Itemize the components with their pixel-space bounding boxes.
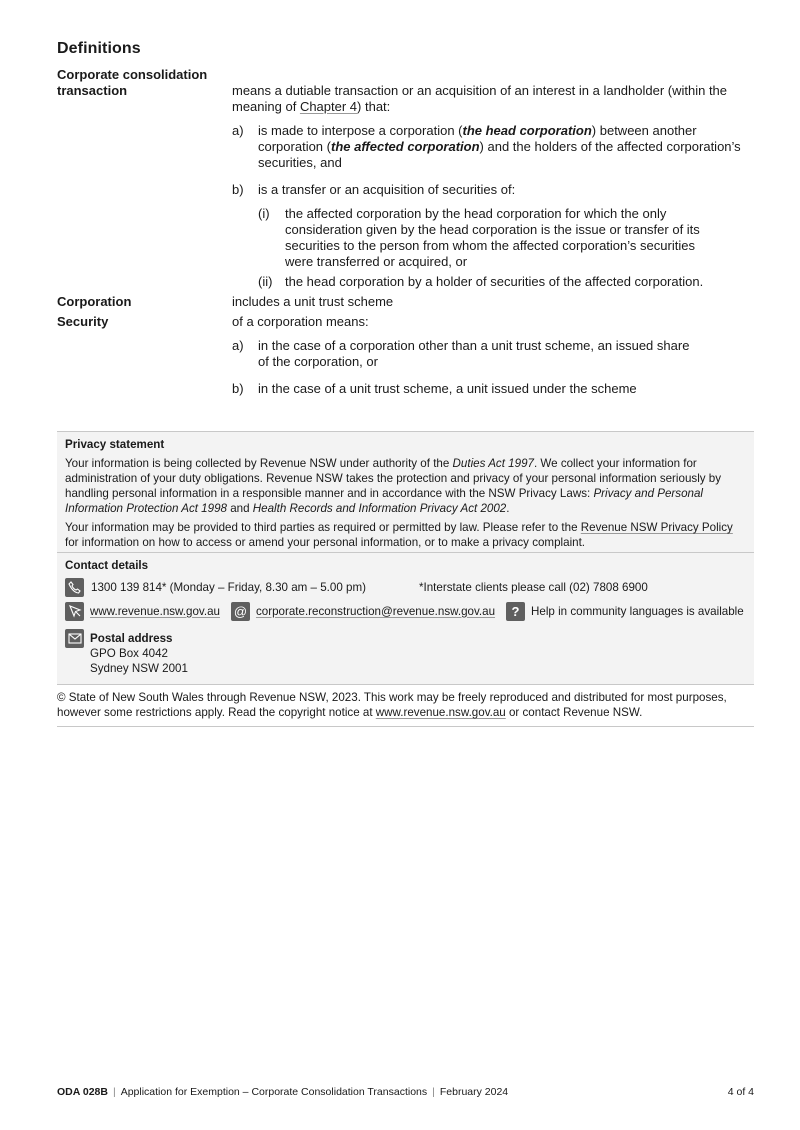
list-item-a: [232, 338, 754, 370]
text-part: ) between another corporation (: [258, 123, 697, 154]
form-date: February 2024: [439, 1086, 509, 1098]
list-item-text: the affected corporation by the head corporation for which the only consideration given by the head corporation is the issue or transfer of its securities to the person from whom the affected corporation’s securities were transferred or acquired, or: [285, 206, 700, 269]
privacy-policy-link[interactable]: Revenue NSW Privacy Policy: [580, 521, 733, 534]
defined-term-head: the head corporation: [462, 123, 592, 138]
list-item-text: is a transfer or an acquisition of securities of:: [258, 182, 516, 197]
page-number: 4 of 4: [727, 1086, 754, 1098]
privacy-statement-box: [57, 431, 754, 553]
footer-separator: |: [112, 1086, 116, 1098]
text-part: is made to interpose a corporation (: [258, 123, 463, 138]
definition-term: Corporation: [57, 294, 132, 309]
contact-details-box: [57, 552, 754, 685]
languages-text: Help in community languages is available: [531, 604, 744, 618]
page-footer: [57, 1086, 754, 1098]
list-marker: b): [232, 182, 244, 197]
list-item-b: [232, 182, 754, 198]
list-marker: b): [232, 381, 244, 396]
definition-term: Security: [57, 314, 109, 329]
list-item-text: in the case of a corporation other than a unit trust scheme, an issued share of the corporation, or: [258, 338, 690, 369]
website-link[interactable]: www.revenue.nsw.gov.au: [90, 604, 220, 618]
list-item-text: the head corporation by a holder of securities of the affected corporation.: [285, 274, 704, 289]
postal-title: Postal address: [90, 632, 173, 645]
text-part: Your information is being collected by Revenue NSW under authority of the: [65, 457, 453, 470]
postal-address: [90, 629, 188, 676]
defined-term-affected: the affected corporation: [330, 139, 480, 154]
definition-intro: of a corporation means:: [232, 314, 369, 329]
definition-body: [232, 314, 754, 397]
act-name: Privacy and Personal Information Protection Act 1998: [65, 487, 704, 515]
text-part: Your information may be provided to third parties as required or permitted by law. Please refer to the: [65, 521, 581, 534]
form-code: ODA 028B: [57, 1086, 108, 1098]
footer-left: [57, 1086, 508, 1098]
text-part: for information on how to access or amend your personal information, or to make a privacy complaint.: [65, 536, 586, 549]
list-marker: (ii): [258, 274, 273, 289]
definition-intro: [232, 83, 754, 115]
act-name: Duties Act 1997: [452, 457, 534, 470]
definition-body: includes a unit trust scheme: [232, 294, 394, 309]
definitions-section: [57, 40, 754, 397]
text-part: and: [226, 502, 253, 515]
definition-security: [57, 314, 754, 397]
form-title: Application for Exemption – Corporate Consolidation Transactions: [120, 1086, 428, 1098]
envelope-icon: [65, 629, 84, 648]
text-part: ) and the holders of the affected corporation’s securities, and: [258, 139, 741, 170]
phone-row: [65, 577, 746, 597]
postal-line-1: GPO Box 4042: [90, 647, 168, 660]
act-name: Health Records and Information Privacy Act 2002: [252, 502, 507, 515]
postal-address-block: [65, 629, 746, 676]
interstate-note: *Interstate clients please call (02) 7808 6900: [419, 580, 648, 594]
list-item-i: [258, 206, 754, 270]
copyright-text: [57, 685, 754, 720]
copyright-box: [57, 684, 754, 727]
list-marker: (i): [258, 206, 270, 221]
text-part: © State of New South Wales through Revenue NSW, 2023. This work may be freely reproduced and distributed for most purposes, however some restrictions apply. Read the copyright notice at: [57, 691, 727, 719]
privacy-paragraph-2: [65, 520, 746, 550]
postal-line-2: Sydney NSW 2001: [90, 662, 188, 675]
question-mark-icon: ?: [506, 602, 525, 621]
mouse-pointer-icon: [65, 602, 84, 621]
text-part: or contact Revenue NSW.: [505, 706, 643, 719]
list-marker: a): [232, 123, 244, 138]
footer-separator: |: [432, 1086, 435, 1098]
at-sign-icon: @: [231, 602, 250, 621]
chapter-4-link[interactable]: Chapter 4: [299, 99, 358, 114]
privacy-title: Privacy statement: [65, 438, 165, 451]
definition-body: [232, 67, 754, 290]
intro-text-end: ) that:: [357, 99, 391, 114]
email-link[interactable]: corporate.reconstruction@revenue.nsw.gov.au: [255, 604, 496, 618]
list-item-a: [232, 123, 754, 171]
definition-corporation: [57, 294, 754, 310]
contact-title: Contact details: [65, 559, 149, 572]
list-item-b: [232, 381, 754, 397]
definitions-heading: Definitions: [57, 40, 141, 57]
online-contact-row: [65, 601, 746, 621]
list-item-ii: [258, 274, 754, 290]
definition-ccs: [57, 67, 754, 290]
list-item-text: in the case of a unit trust scheme, a unit issued under the scheme: [258, 381, 637, 396]
definitions-list: [57, 67, 754, 397]
text-part: .: [506, 502, 510, 515]
copyright-website-link[interactable]: www.revenue.nsw.gov.au: [375, 706, 506, 719]
list-item-text: [258, 123, 754, 171]
text-part: . We collect your information for administration of your duty obligations. Revenue NSW takes the protection and privacy of your personal information seriously by handling personal information in a responsible manner and in accordance with the NSW Privacy Laws:: [65, 457, 722, 500]
phone-icon: [65, 578, 84, 597]
privacy-paragraph-1: [65, 456, 746, 516]
list-marker: a): [232, 338, 244, 353]
definition-term: Corporate consolidation transaction: [57, 67, 208, 98]
phone-number: 1300 139 814* (Monday – Friday, 8.30 am – 5.00 pm): [91, 580, 366, 594]
intro-text: means a dutiable transaction or an acquisition of an interest in a landholder (within the meaning of: [232, 83, 728, 114]
